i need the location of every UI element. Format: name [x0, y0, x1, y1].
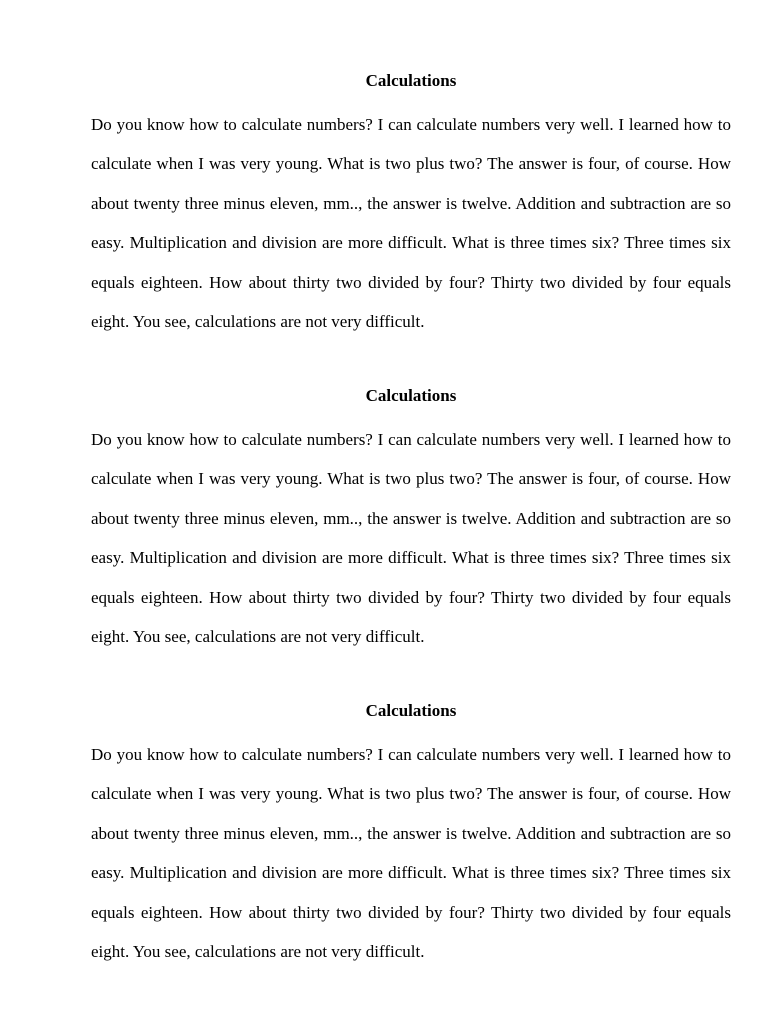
- document-section: [91, 385, 731, 656]
- document-section: [91, 700, 731, 971]
- section-paragraph: Do you know how to calculate numbers? I can calculate numbers very well. I learned how to calculate when I was very young. What is two plus two? The answer is four, of course. How about twenty three minus eleven, mm.., the answer is twelve. Addition and subtraction are so easy. Multiplication and division are more difficult. What is three times six? Three times six equals eighteen. How about thirty two divided by four? Thirty two divided by four equals eight. You see, calculations are not very difficult.: [91, 115, 731, 332]
- section-paragraph: Do you know how to calculate numbers? I can calculate numbers very well. I learned how to calculate when I was very young. What is two plus two? The answer is four, of course. How about twenty three minus eleven, mm.., the answer is twelve. Addition and subtraction are so easy. Multiplication and division are more difficult. What is three times six? Three times six equals eighteen. How about thirty two divided by four? Thirty two divided by four equals eight. You see, calculations are not very difficult.: [91, 745, 731, 962]
- section-heading: Calculations: [365, 386, 457, 405]
- section-paragraph: Do you know how to calculate numbers? I can calculate numbers very well. I learned how to calculate when I was very young. What is two plus two? The answer is four, of course. How about twenty three minus eleven, mm.., the answer is twelve. Addition and subtraction are so easy. Multiplication and division are more difficult. What is three times six? Three times six equals eighteen. How about thirty two divided by four? Thirty two divided by four equals eight. You see, calculations are not very difficult.: [91, 430, 731, 647]
- document-section: [91, 70, 731, 341]
- section-heading: Calculations: [365, 701, 457, 720]
- section-heading: Calculations: [365, 71, 457, 90]
